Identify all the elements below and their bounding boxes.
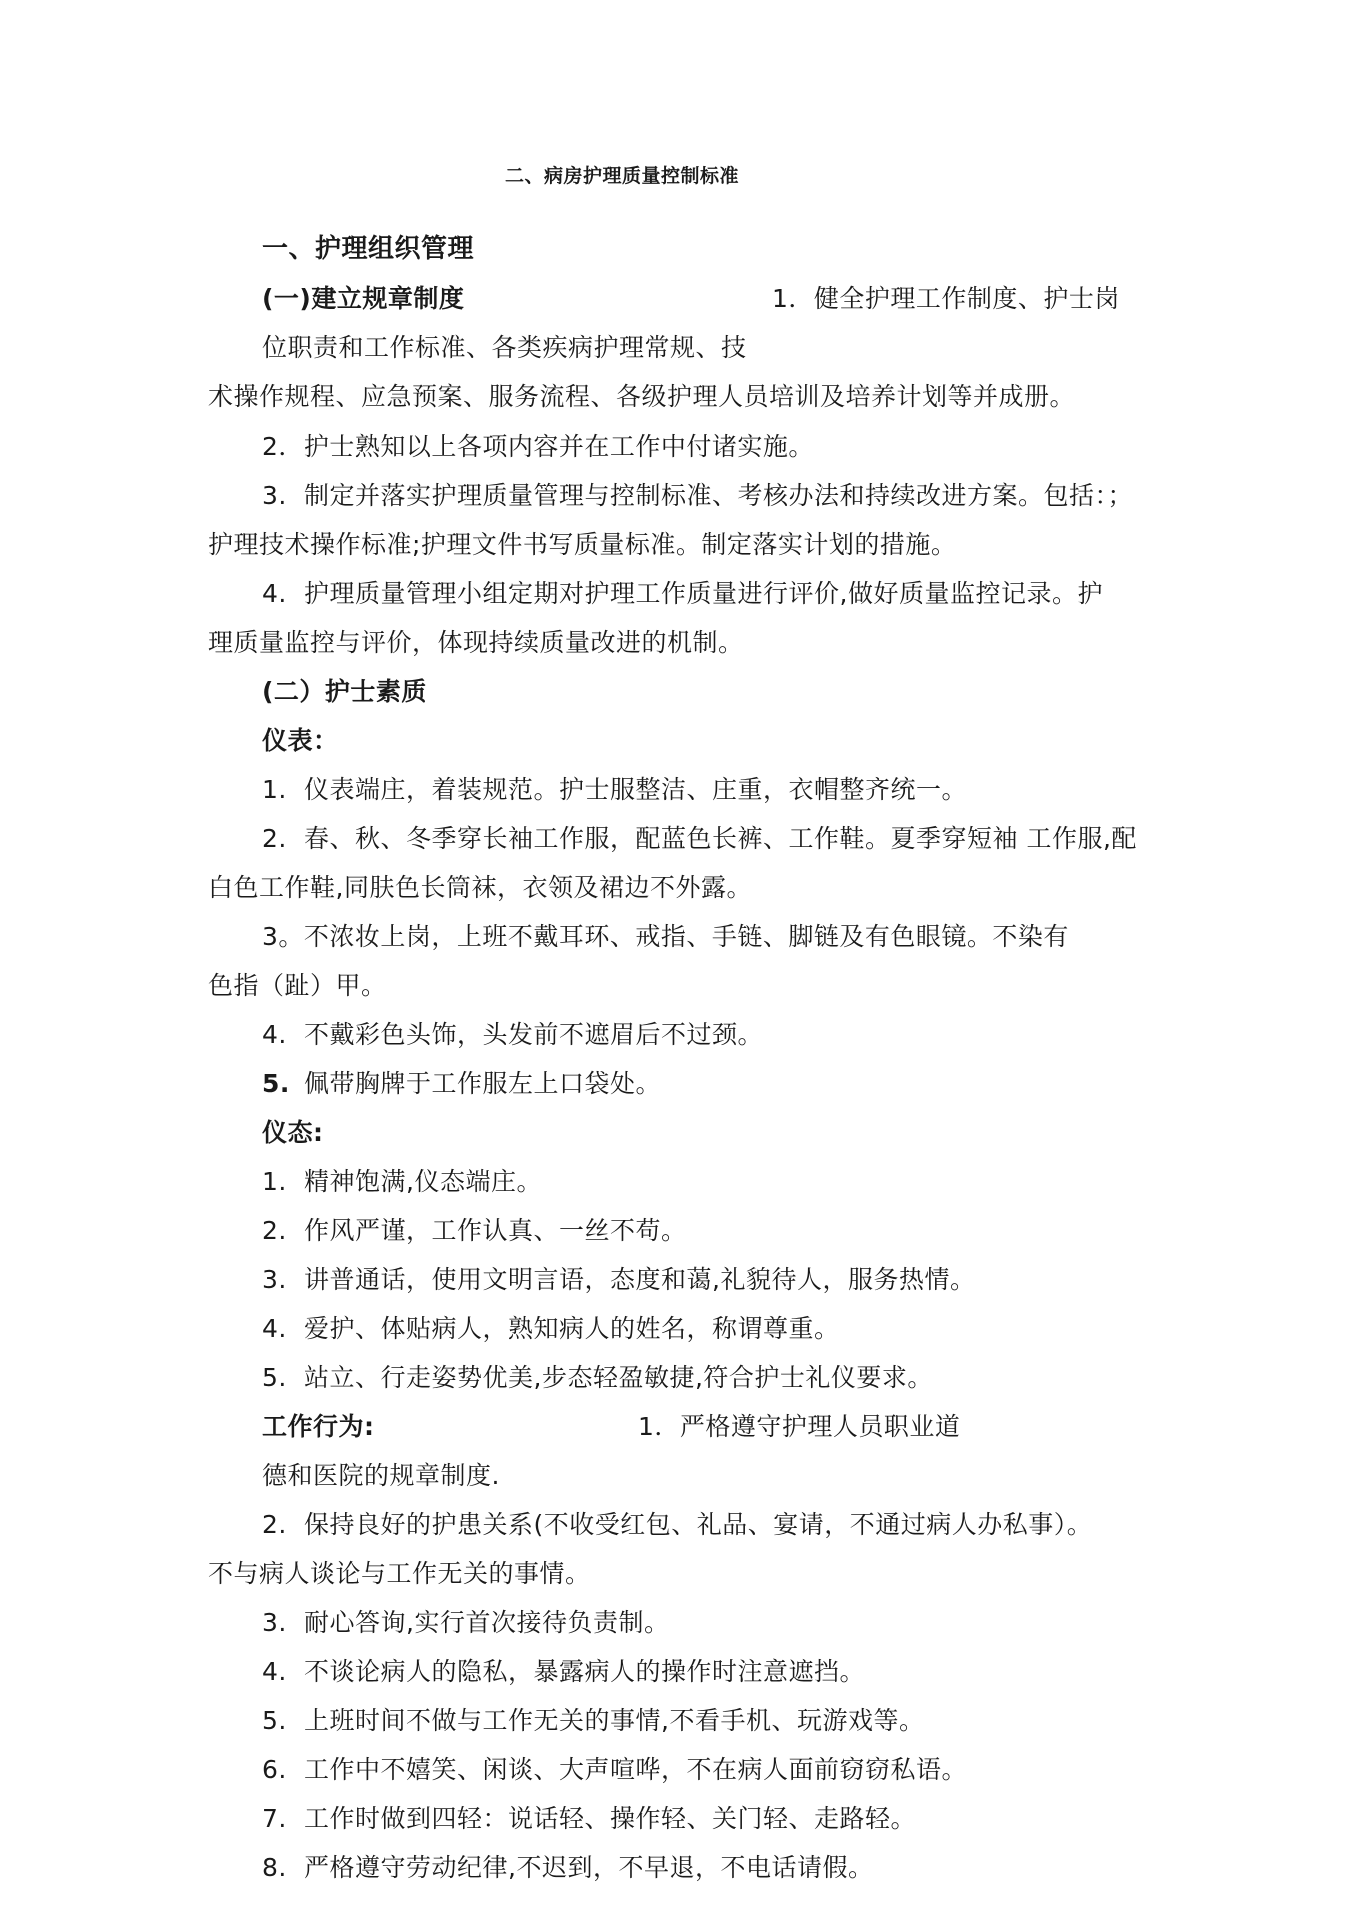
list-number: 7. [262, 1804, 287, 1833]
paragraph-line: 1．健全护理工作制度、护士岗 [772, 284, 1120, 313]
paragraph-line: 3。不浓妆上岗，上班不戴耳环、戒指、手链、脚链及有色眼镜。不染有 [262, 922, 1069, 951]
paragraph-line: 护理技术操作标准;护理文件书写质量标准。制定落实计划的措施。 [208, 530, 957, 559]
list-text: 站立、行走姿势优美,步态轻盈敏捷,符合护士礼仪要求。 [304, 1363, 933, 1392]
list-number: 4. [262, 1657, 287, 1686]
list-text: 不谈论病人的隐私，暴露病人的操作时注意遮挡。 [304, 1657, 866, 1686]
paragraph-line: 理质量监控与评价，体现持续质量改进的机制。 [208, 628, 744, 657]
list-number: 3. [262, 481, 287, 510]
list-text: 精神饱满,仪态端庄。 [304, 1167, 542, 1196]
list-text: 制定并落实护理质量管理与控制标准、考核办法和持续改进方案。包括：； [304, 481, 1134, 510]
list-item [262, 577, 1103, 611]
list-number: 5. [262, 1069, 290, 1098]
list-item [262, 1263, 975, 1297]
paragraph-line: 白色工作鞋,同肤色长筒袜，衣领及裙边不外露。 [208, 873, 752, 902]
list-number: 5. [262, 1706, 287, 1735]
list-number: 8. [262, 1853, 287, 1882]
list-number: 2. [262, 1510, 287, 1539]
paragraph-line: 德和医院的规章制度. [262, 1461, 500, 1490]
paragraph-line: 不与病人谈论与工作无关的事情。 [208, 1559, 591, 1588]
list-text: 讲普通话，使用文明言语，态度和蔼,礼貌待人，服务热情。 [304, 1265, 976, 1294]
list-item [262, 1655, 865, 1689]
list-text: 严格遵守劳动纪律,不迟到，不早退，不电话请假。 [304, 1853, 874, 1882]
list-text: 不戴彩色头饰，头发前不遮眉后不过颈。 [304, 1020, 764, 1049]
list-number: 5. [262, 1363, 287, 1392]
list-text: 爱护、体贴病人，熟知病人的姓名，称谓尊重。 [304, 1314, 840, 1343]
list-number: 4. [262, 579, 287, 608]
list-text: 工作中不嬉笑、闲谈、大声喧哗，不在病人面前窃窃私语。 [304, 1755, 968, 1784]
list-item [262, 1312, 840, 1346]
list-number: 3. [262, 1608, 287, 1637]
section-heading-organization: 一、护理组织管理 [262, 234, 475, 264]
list-text: 上班时间不做与工作无关的事情,不看手机、玩游戏等。 [304, 1706, 925, 1735]
paragraph-line: 1．严格遵守护理人员职业道 [638, 1412, 961, 1441]
list-item [262, 1018, 763, 1052]
list-number: 2. [262, 1216, 287, 1245]
subsection-heading-rules: (一)建立规章制度 [262, 284, 465, 313]
manner-label: 仪态: [262, 1118, 324, 1147]
list-text: 作风严谨，工作认真、一丝不苟。 [304, 1216, 687, 1245]
paragraph-line: 2．护士熟知以上各项内容并在工作中付诸实施。 [262, 432, 814, 461]
list-text: 工作时做到四轻：说话轻、操作轻、关门轻、走路轻。 [304, 1804, 917, 1833]
paragraph-line: 位职责和工作标准、各类疾病护理常规、技 [262, 333, 747, 362]
list-item [262, 1606, 669, 1640]
list-text: 护理质量管理小组定期对护理工作质量进行评价,做好质量监控记录。护 [304, 579, 1103, 608]
list-number: 1. [262, 1167, 287, 1196]
subsection-heading-quality: (二）护士素质 [262, 677, 427, 706]
list-text: 仪表端庄，着装规范。护士服整洁、庄重，衣帽整齐统一。 [304, 775, 968, 804]
list-number: 4. [262, 1314, 287, 1343]
list-item [262, 1802, 916, 1836]
list-text: 佩带胸牌于工作服左上口袋处。 [304, 1069, 662, 1098]
list-number: 3. [262, 1265, 287, 1294]
list-text: 耐心答询,实行首次接待负责制。 [304, 1608, 670, 1637]
list-item [262, 1361, 933, 1395]
list-item [262, 1851, 873, 1885]
list-text: 保持良好的护患关系(不收受红包、礼品、宴请，不通过病人办私事）。 [304, 1510, 1093, 1539]
list-text: 春、秋、冬季穿长袖工作服，配蓝色长裤、工作鞋。夏季穿短袖 工作服,配 [304, 824, 1137, 853]
list-item [262, 1704, 924, 1738]
behavior-label: 工作行为: [262, 1412, 375, 1441]
list-item [262, 773, 967, 807]
list-item [262, 479, 1133, 513]
list-item [262, 1165, 542, 1199]
document-title: 二、病房护理质量控制标准 [505, 165, 740, 187]
list-item [262, 822, 1137, 856]
paragraph-line: 术操作规程、应急预案、服务流程、各级护理人员培训及培养计划等并成册。 [208, 382, 1076, 411]
list-number: 6. [262, 1755, 287, 1784]
list-number: 2. [262, 824, 287, 853]
list-item [262, 1753, 967, 1787]
list-item [262, 1508, 1092, 1542]
appearance-label: 仪表： [262, 726, 339, 755]
paragraph-line: 色指（趾）甲。 [208, 971, 387, 1000]
list-item [262, 1067, 661, 1101]
list-number: 4. [262, 1020, 287, 1049]
list-item [262, 1214, 687, 1248]
list-number: 1. [262, 775, 287, 804]
